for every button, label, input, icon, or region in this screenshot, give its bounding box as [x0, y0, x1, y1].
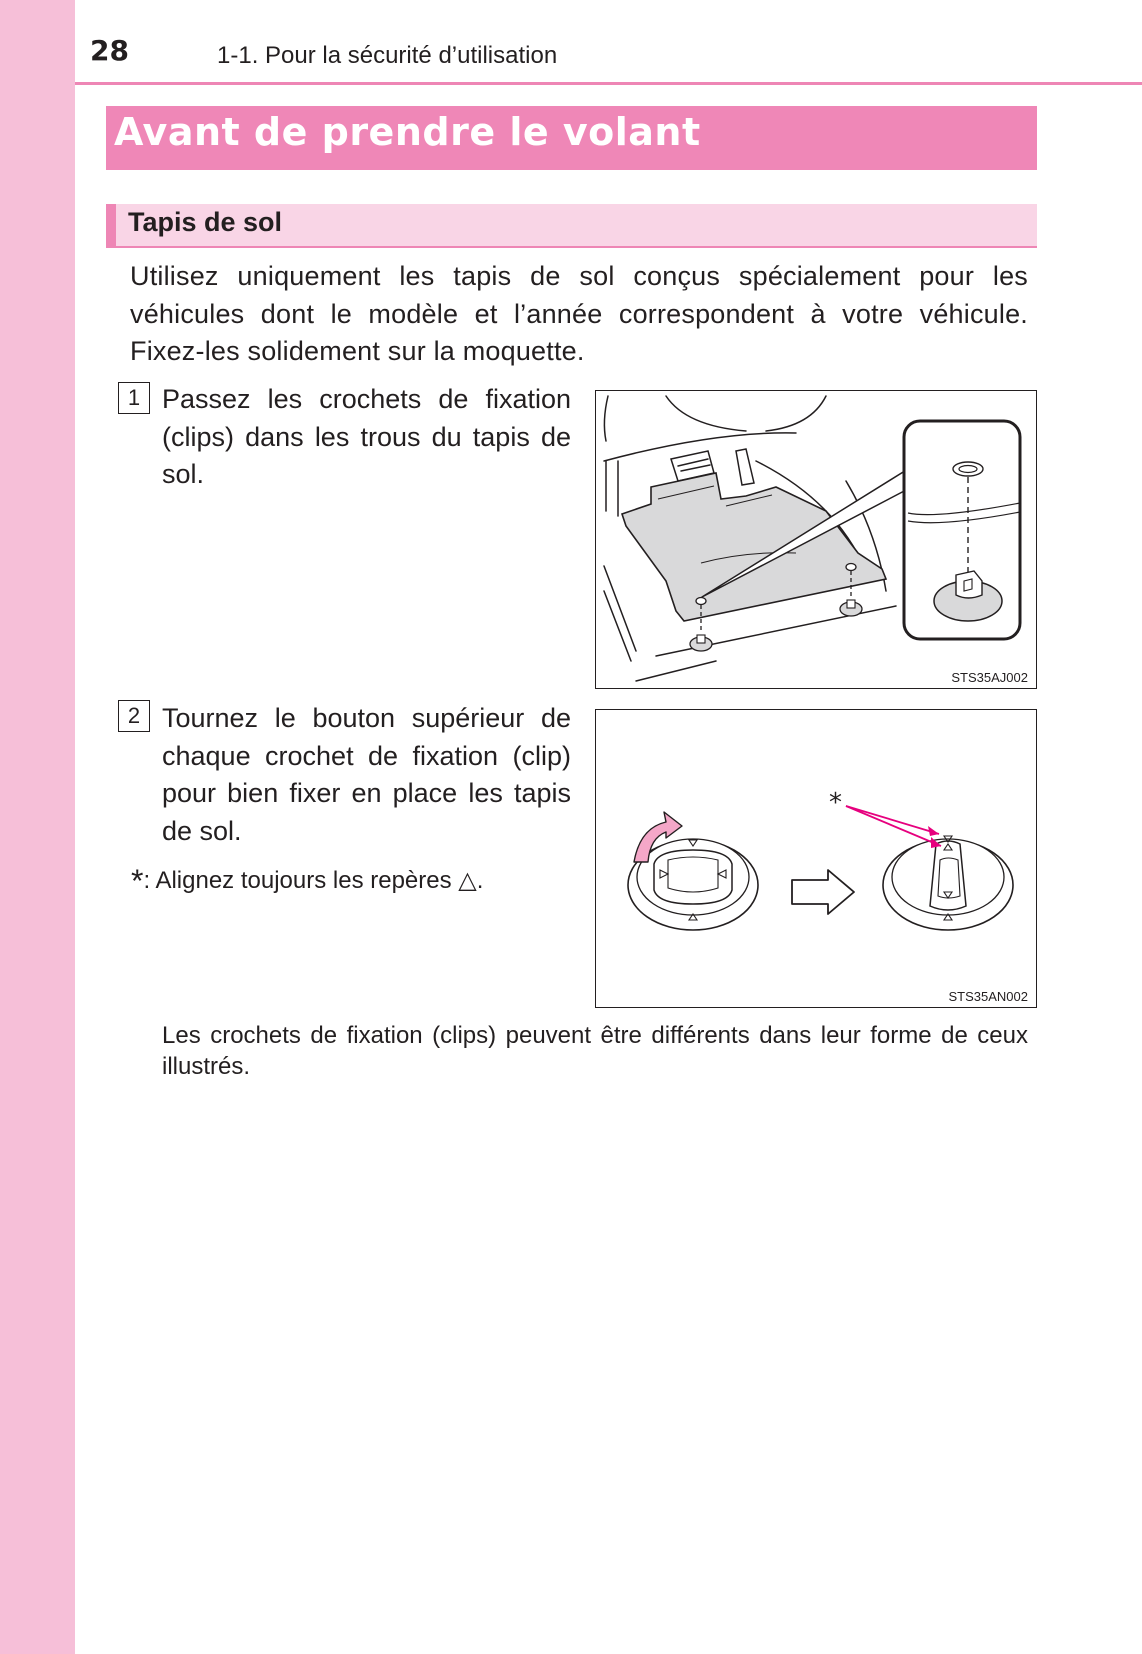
page-number: 28 — [90, 34, 129, 67]
section-heading: Tapis de sol — [128, 207, 283, 237]
step-1-text: Passez les crochets de fixation (clips) dans les trous du tapis de sol. — [162, 384, 571, 489]
running-head: 1-1. Pour la sécurité d’utilisation — [217, 42, 558, 69]
figure-1-code: STS35AJ002 — [951, 670, 1028, 685]
page-title: Avant de prendre le volant — [114, 110, 701, 154]
floor-mat-illustration — [596, 391, 1037, 689]
note-text: : Alignez toujours les repères △. — [143, 867, 484, 894]
step-2-text: Tournez le bouton supérieur de chaque crochet de fixation (clip) pour bien fixer en place les tapis de sol. — [162, 703, 571, 846]
figure-2-code: STS35AN002 — [948, 989, 1028, 1004]
footnote: Les crochets de fixation (clips) peuvent être différents dans leur forme de ceux illustrés. — [162, 1022, 1028, 1080]
figure-clip-rotation — [595, 709, 1037, 1008]
side-band — [0, 0, 75, 1654]
alignment-note — [131, 862, 484, 899]
step-2-marker: 2 — [118, 700, 150, 732]
figure-floor-mat-clips — [595, 390, 1037, 689]
intro-paragraph: Utilisez uniquement les tapis de sol conçus spécialement pour les véhicules dont le modèle et l’année correspondent à votre véhicule. Fixez-les solidement sur la moquette. — [130, 261, 1028, 366]
step-1-marker: 1 — [118, 382, 150, 414]
figure-2-callout: * — [829, 788, 842, 818]
clip-rotation-illustration — [596, 710, 1037, 1008]
section-rule — [106, 246, 1037, 248]
note-asterisk: * — [131, 863, 144, 899]
header-rule — [75, 82, 1142, 85]
